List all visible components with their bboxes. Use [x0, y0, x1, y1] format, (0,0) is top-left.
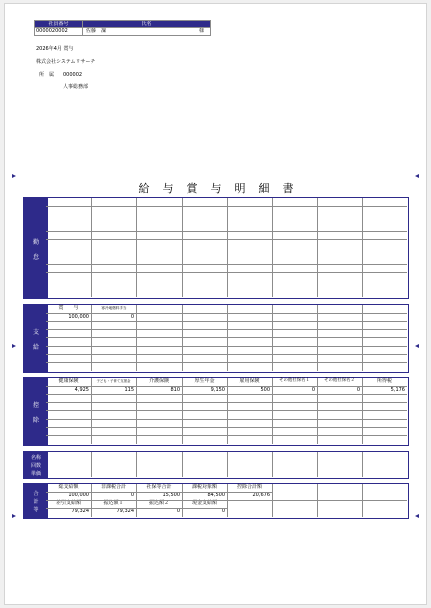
social-total-value: 15,500 [162, 492, 180, 498]
health-insurance-value: 4,925 [74, 387, 89, 393]
employee-no-value: 0000020002 [35, 28, 83, 36]
transfer2-value: 0 [176, 508, 180, 514]
payment-grid [46, 305, 407, 371]
document-title: 給 与 賞 与 明 細 書 [138, 182, 295, 195]
name-header: 氏名 [83, 21, 211, 28]
health-insurance-header: 健康保険 [58, 378, 79, 384]
cold-allowance-header: 寒冷地燃料手当 [101, 306, 127, 310]
transfer1-header: 振込額１ [103, 500, 124, 506]
bonus-header: 賞 与 [58, 305, 79, 311]
non-taxable-value: 0 [130, 492, 134, 498]
cash-pay-header: 現金支給額 [191, 500, 217, 506]
bonus-value: 100,000 [68, 314, 89, 320]
margin-marker-icon [12, 344, 16, 348]
employee-name: 佐藤 凜 [86, 28, 107, 34]
cash-pay-value: 0 [221, 508, 225, 514]
employee-no-header: 社員番号 [35, 21, 83, 28]
income-tax-header: 所得税 [376, 378, 392, 384]
other-social1-header: その他社保名１ [279, 378, 310, 383]
other-social2-header: その他社保名２ [324, 378, 355, 383]
totals-grid [46, 484, 407, 517]
gross-pay-value: 100,000 [68, 492, 89, 498]
taxable-amount-value: 84,500 [207, 492, 225, 498]
attendance-label: 勤 怠 [24, 198, 48, 299]
margin-marker-icon [415, 514, 419, 518]
deduction-grid [46, 378, 407, 444]
transfer2-header: 振込額２ [148, 500, 169, 506]
margin-marker-icon [12, 514, 16, 518]
pension-header: 厚生年金 [194, 378, 215, 384]
payslip-page [4, 3, 427, 605]
totals-label: 合 計 等 [24, 484, 48, 519]
transfer1-value: 79,324 [116, 508, 134, 514]
deduction-total-value: 20,676 [252, 492, 270, 498]
honorific: 様 [198, 28, 204, 34]
dept-name: 人事総務部 [63, 84, 89, 90]
net-pay-value: 79,324 [71, 508, 89, 514]
attendance-grid [46, 198, 407, 297]
dept-code: 000002 [63, 72, 83, 78]
deduction-label: 控 除 [24, 378, 48, 446]
pension-value: 9,150 [210, 387, 225, 393]
other-social1-value: 0 [311, 387, 315, 393]
employment-insurance-value: 500 [260, 387, 270, 393]
employment-insurance-header: 雇用保険 [239, 378, 260, 384]
other-social2-value: 0 [356, 387, 360, 393]
net-pay-header: 差引支給額 [55, 500, 81, 506]
nursing-insurance-header: 介護保険 [148, 378, 169, 384]
nursing-insurance-value: 810 [170, 387, 180, 393]
payment-label: 支 給 [24, 305, 48, 373]
employee-name-cell [83, 28, 211, 36]
deduction-section [23, 377, 409, 446]
margin-marker-icon [12, 174, 16, 178]
other-items-section [23, 451, 409, 479]
employee-box [34, 20, 211, 36]
margin-marker-icon [415, 344, 419, 348]
other-items-grid [46, 452, 407, 477]
payment-section [23, 304, 409, 373]
other-items-label: 名称 回数 単価 [24, 452, 48, 479]
taxable-amount-header: 課税対象額 [191, 484, 217, 490]
child-support-header: 子ども・子育て支援金 [96, 379, 131, 383]
non-taxable-header: 非課税合計 [100, 484, 126, 490]
income-tax-value: 5,176 [390, 387, 405, 393]
child-support-value: 115 [124, 387, 134, 393]
gross-pay-header: 総支給額 [58, 484, 79, 490]
dept-label: 所 属 [39, 72, 55, 78]
social-total-header: 社保等合計 [146, 484, 172, 490]
pay-period: 2026年4月 賞与 [36, 46, 74, 52]
totals-section [23, 483, 409, 519]
attendance-section [23, 197, 409, 299]
company-name: 株式会社システムリサーチ [36, 59, 96, 65]
margin-marker-icon [415, 174, 419, 178]
deduction-total-header: 控除合計額 [236, 484, 262, 490]
cold-allowance-value: 0 [130, 314, 134, 320]
